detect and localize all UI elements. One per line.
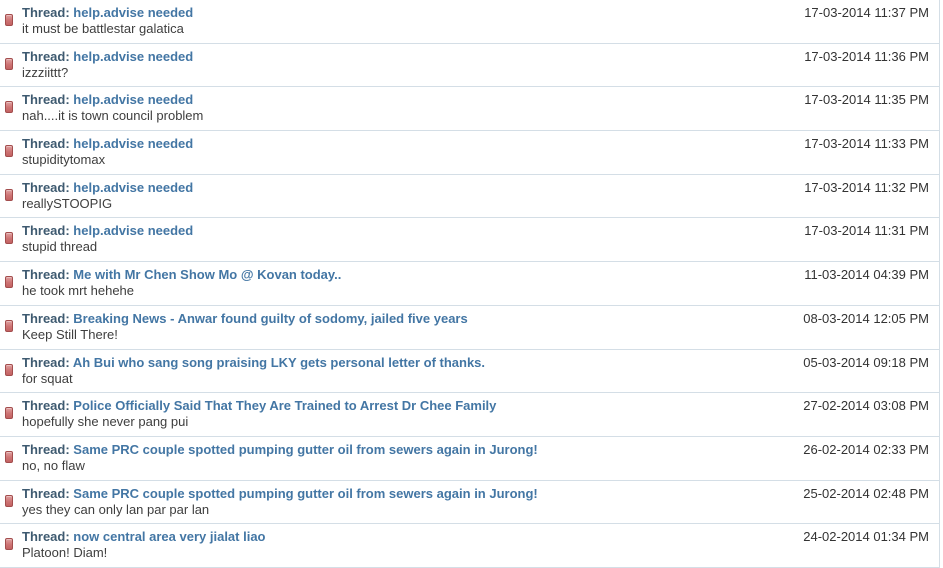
post-indicator-icon xyxy=(5,101,13,113)
thread-timestamp: 17-03-2014 11:36 PM xyxy=(804,48,929,64)
thread-title-line xyxy=(22,223,759,239)
thread-timestamp: 17-03-2014 11:32 PM xyxy=(804,179,929,195)
thread-label: Thread: xyxy=(22,398,74,414)
thread-timestamp: 24-02-2014 01:34 PM xyxy=(803,529,929,545)
thread-excerpt: he took mrt hehehe xyxy=(22,283,135,299)
post-indicator-icon xyxy=(5,189,13,201)
post-indicator-icon xyxy=(5,145,13,157)
thread-timestamp: 05-03-2014 09:18 PM xyxy=(803,354,929,370)
thread-title-line xyxy=(22,355,759,371)
thread-excerpt: no, no flaw xyxy=(22,457,85,473)
thread-row[interactable] xyxy=(0,524,939,568)
thread-timestamp: 08-03-2014 12:05 PM xyxy=(803,310,929,326)
thread-timestamp: 27-02-2014 03:08 PM xyxy=(803,398,929,414)
post-indicator-icon xyxy=(5,495,13,507)
thread-text-block xyxy=(22,49,759,81)
thread-text-block xyxy=(22,442,759,474)
thread-title-link[interactable]: Police Officially Said That They Are Trained to Arrest Dr Chee Family xyxy=(73,398,497,414)
thread-title-line xyxy=(22,529,759,545)
thread-excerpt: hopefully she never pang pui xyxy=(22,414,189,430)
thread-timestamp: 25-02-2014 02:48 PM xyxy=(803,485,929,501)
thread-excerpt: yes they can only lan par par lan xyxy=(22,501,210,517)
post-indicator-icon xyxy=(5,364,13,376)
thread-label: Thread: xyxy=(22,136,74,152)
thread-label: Thread: xyxy=(22,267,74,283)
thread-row[interactable] xyxy=(0,218,939,262)
thread-excerpt: Platoon! Diam! xyxy=(22,545,108,561)
thread-title-link[interactable]: Me with Mr Chen Show Mo @ Kovan today.. xyxy=(73,267,342,283)
thread-text-block xyxy=(22,223,759,255)
post-indicator-icon xyxy=(5,58,13,70)
thread-excerpt: Keep Still There! xyxy=(22,326,118,342)
thread-timestamp: 11-03-2014 04:39 PM xyxy=(804,267,929,283)
thread-title-link[interactable]: Same PRC couple spotted pumping gutter oil from sewers again in Jurong! xyxy=(73,441,538,457)
thread-excerpt: nah....it is town council problem xyxy=(22,108,204,124)
thread-text-block xyxy=(22,529,759,561)
thread-label: Thread: xyxy=(22,179,74,195)
thread-excerpt: stupid thread xyxy=(22,239,98,255)
thread-label: Thread: xyxy=(22,310,74,326)
thread-row[interactable] xyxy=(0,393,939,437)
thread-title-link[interactable]: Same PRC couple spotted pumping gutter oil from sewers again in Jurong! xyxy=(73,485,538,501)
post-indicator-icon xyxy=(5,276,13,288)
thread-title-line xyxy=(22,136,759,152)
post-indicator-icon xyxy=(5,320,13,332)
thread-label: Thread: xyxy=(22,48,74,64)
thread-title-line xyxy=(22,486,759,502)
post-indicator-icon xyxy=(5,232,13,244)
thread-excerpt: reallySTOOPIG xyxy=(22,195,113,211)
thread-title-line xyxy=(22,267,759,283)
thread-timestamp: 17-03-2014 11:37 PM xyxy=(804,5,929,20)
thread-title-line xyxy=(22,180,759,196)
thread-text-block xyxy=(22,486,759,518)
thread-label: Thread: xyxy=(22,441,74,457)
thread-title-line xyxy=(22,311,759,327)
thread-text-block xyxy=(22,92,759,124)
thread-label: Thread: xyxy=(22,485,74,501)
thread-title-line xyxy=(22,398,759,414)
thread-text-block xyxy=(22,136,759,168)
thread-title-link[interactable]: help.advise needed xyxy=(73,92,194,108)
thread-title-link[interactable]: help.advise needed xyxy=(73,136,194,152)
thread-row[interactable] xyxy=(0,437,939,481)
thread-title-link[interactable]: now central area very jialat liao xyxy=(73,529,266,545)
post-indicator-icon xyxy=(5,451,13,463)
thread-timestamp: 17-03-2014 11:31 PM xyxy=(804,223,929,239)
thread-excerpt: for squat xyxy=(22,370,73,386)
thread-row[interactable] xyxy=(0,306,939,350)
thread-title-link[interactable]: help.advise needed xyxy=(73,5,194,20)
thread-row[interactable] xyxy=(0,0,939,44)
thread-text-block xyxy=(22,398,759,430)
thread-label: Thread: xyxy=(22,223,74,239)
thread-row[interactable] xyxy=(0,262,939,306)
thread-title-link[interactable]: help.advise needed xyxy=(73,179,194,195)
thread-row[interactable] xyxy=(0,44,939,88)
thread-title-link[interactable]: help.advise needed xyxy=(73,48,194,64)
thread-label: Thread: xyxy=(22,92,74,108)
thread-title-link[interactable]: Breaking News - Anwar found guilty of sodomy, jailed five years xyxy=(73,310,468,326)
thread-label: Thread: xyxy=(22,529,74,545)
post-indicator-icon xyxy=(5,407,13,419)
thread-text-block xyxy=(22,180,759,212)
thread-excerpt: izzziittt? xyxy=(22,64,69,80)
thread-row[interactable] xyxy=(0,131,939,175)
post-indicator-icon xyxy=(5,538,13,550)
thread-title-line xyxy=(22,92,759,108)
thread-label: Thread: xyxy=(22,354,73,370)
thread-title-line xyxy=(22,442,759,458)
thread-timestamp: 26-02-2014 02:33 PM xyxy=(803,441,929,457)
thread-title-line xyxy=(22,49,759,65)
thread-text-block xyxy=(22,355,759,387)
thread-timestamp: 17-03-2014 11:35 PM xyxy=(804,92,929,108)
thread-row[interactable] xyxy=(0,350,939,394)
thread-title-link[interactable]: help.advise needed xyxy=(73,223,194,239)
thread-title-link[interactable]: Ah Bui who sang song praising LKY gets personal letter of thanks. xyxy=(72,354,486,370)
thread-excerpt: stupiditytomax xyxy=(22,152,106,168)
thread-row[interactable] xyxy=(0,87,939,131)
thread-text-block xyxy=(22,267,759,299)
thread-excerpt: it must be battlestar galatica xyxy=(22,21,184,36)
thread-title-line xyxy=(22,5,759,21)
post-indicator-icon xyxy=(5,14,13,26)
thread-timestamp: 17-03-2014 11:33 PM xyxy=(804,136,929,152)
thread-row[interactable] xyxy=(0,481,939,525)
thread-row[interactable] xyxy=(0,175,939,219)
thread-text-block xyxy=(22,311,759,343)
thread-text-block xyxy=(22,5,759,37)
thread-label: Thread: xyxy=(22,5,74,20)
